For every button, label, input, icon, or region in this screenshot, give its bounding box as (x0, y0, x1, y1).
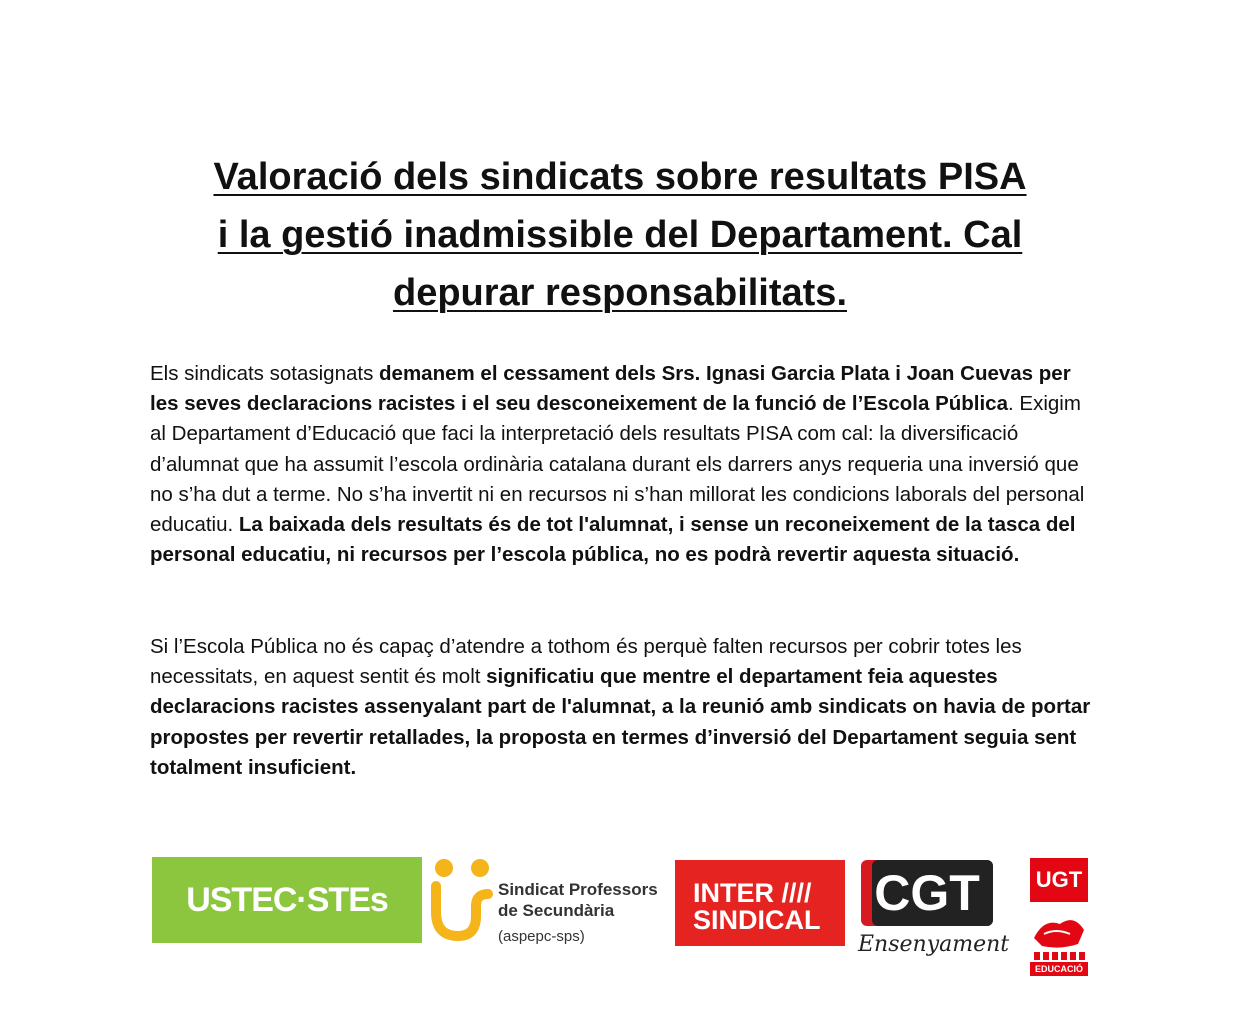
aspepc-name-line-2: de Secundària (498, 901, 615, 920)
aspepc-acronym: (aspepc-sps) (498, 928, 585, 945)
aspepc-sps-logo (430, 854, 670, 949)
ugt-logo-text: UGT (1030, 858, 1088, 902)
paragraph-2-bold-1: significatiu que mentre el departament feia aquestes declaracions racistes assenyalant part de l'alumnat, a la reunió amb sindicats on havia de portar propostes per revertir retallades, la proposta en termes d’inversió del Departament seguia sent totalment insuficient. (150, 665, 1091, 779)
paragraph-1-text-1: Els sindicats sotasignats (150, 362, 380, 385)
union-logos (0, 850, 1242, 990)
ugt-stripes (1034, 952, 1086, 960)
ustec-stes-logo-text: USTEC·STEs (186, 880, 388, 919)
cgt-logo-text: CGT (874, 865, 980, 921)
intersindical-line-1: INTER //// (693, 878, 812, 908)
cgt-ensenyament-logo (858, 858, 1010, 968)
ugt-bottom-label: EDUCACIÓ (1030, 962, 1088, 976)
paragraph-1-bold-2: La baixada dels resultats és de tot l'alumnat, i sense un reconeixement de la tasca del personal educatiu, ni recursos per l’escola pública, no es podrà revertir aquesta situació. (150, 513, 1076, 567)
aspepc-name-line-1: Sindicat Professors (498, 880, 658, 899)
ugt-handshake-icon (1030, 904, 1088, 952)
intersindical-line-2: SINDICAL (693, 905, 821, 935)
title-line-1: Valoració dels sindicats sobre resultats PISA (213, 156, 1027, 198)
title-line-3: depurar responsabilitats. (392, 272, 847, 314)
ustec-stes-logo (152, 857, 422, 943)
cgt-subtitle: Ensenyament (858, 932, 1010, 957)
paragraph-2-text-1: Si l’Escola Pública no és capaç d’atendre a tothom és perquè falten recursos per cobrir totes les necessitats, en aquest sentit és molt (150, 635, 1022, 689)
intersindical-logo (675, 860, 845, 946)
ugt-educacio-logo (1030, 858, 1090, 983)
title-line-2: i la gestió inadmissible del Departament. Cal (217, 214, 1023, 256)
paragraph-1 (150, 359, 1100, 570)
paragraph-1-bold-1: demanem el cessament dels Srs. Ignasi Garcia Plata i Joan Cuevas per les seves declaracions racistes i el seu desconeixement de la funció de l’Escola Pública (150, 362, 1071, 416)
aspepc-symbol-icon (430, 854, 496, 949)
paragraph-2 (150, 632, 1100, 783)
document-title (150, 148, 1090, 322)
paragraph-1-text-2: . Exigim al Departament d’Educació que faci la interpretació dels resultats PISA com cal: la diversificació d’alumnat que ha assumit l’escola ordinària catalana durant els darrers anys requeria una inversió que no s’ha dut a terme. No s’ha invertit ni en recursos ni s’han millorat les condicions laborals del personal educatiu. (150, 392, 1085, 537)
